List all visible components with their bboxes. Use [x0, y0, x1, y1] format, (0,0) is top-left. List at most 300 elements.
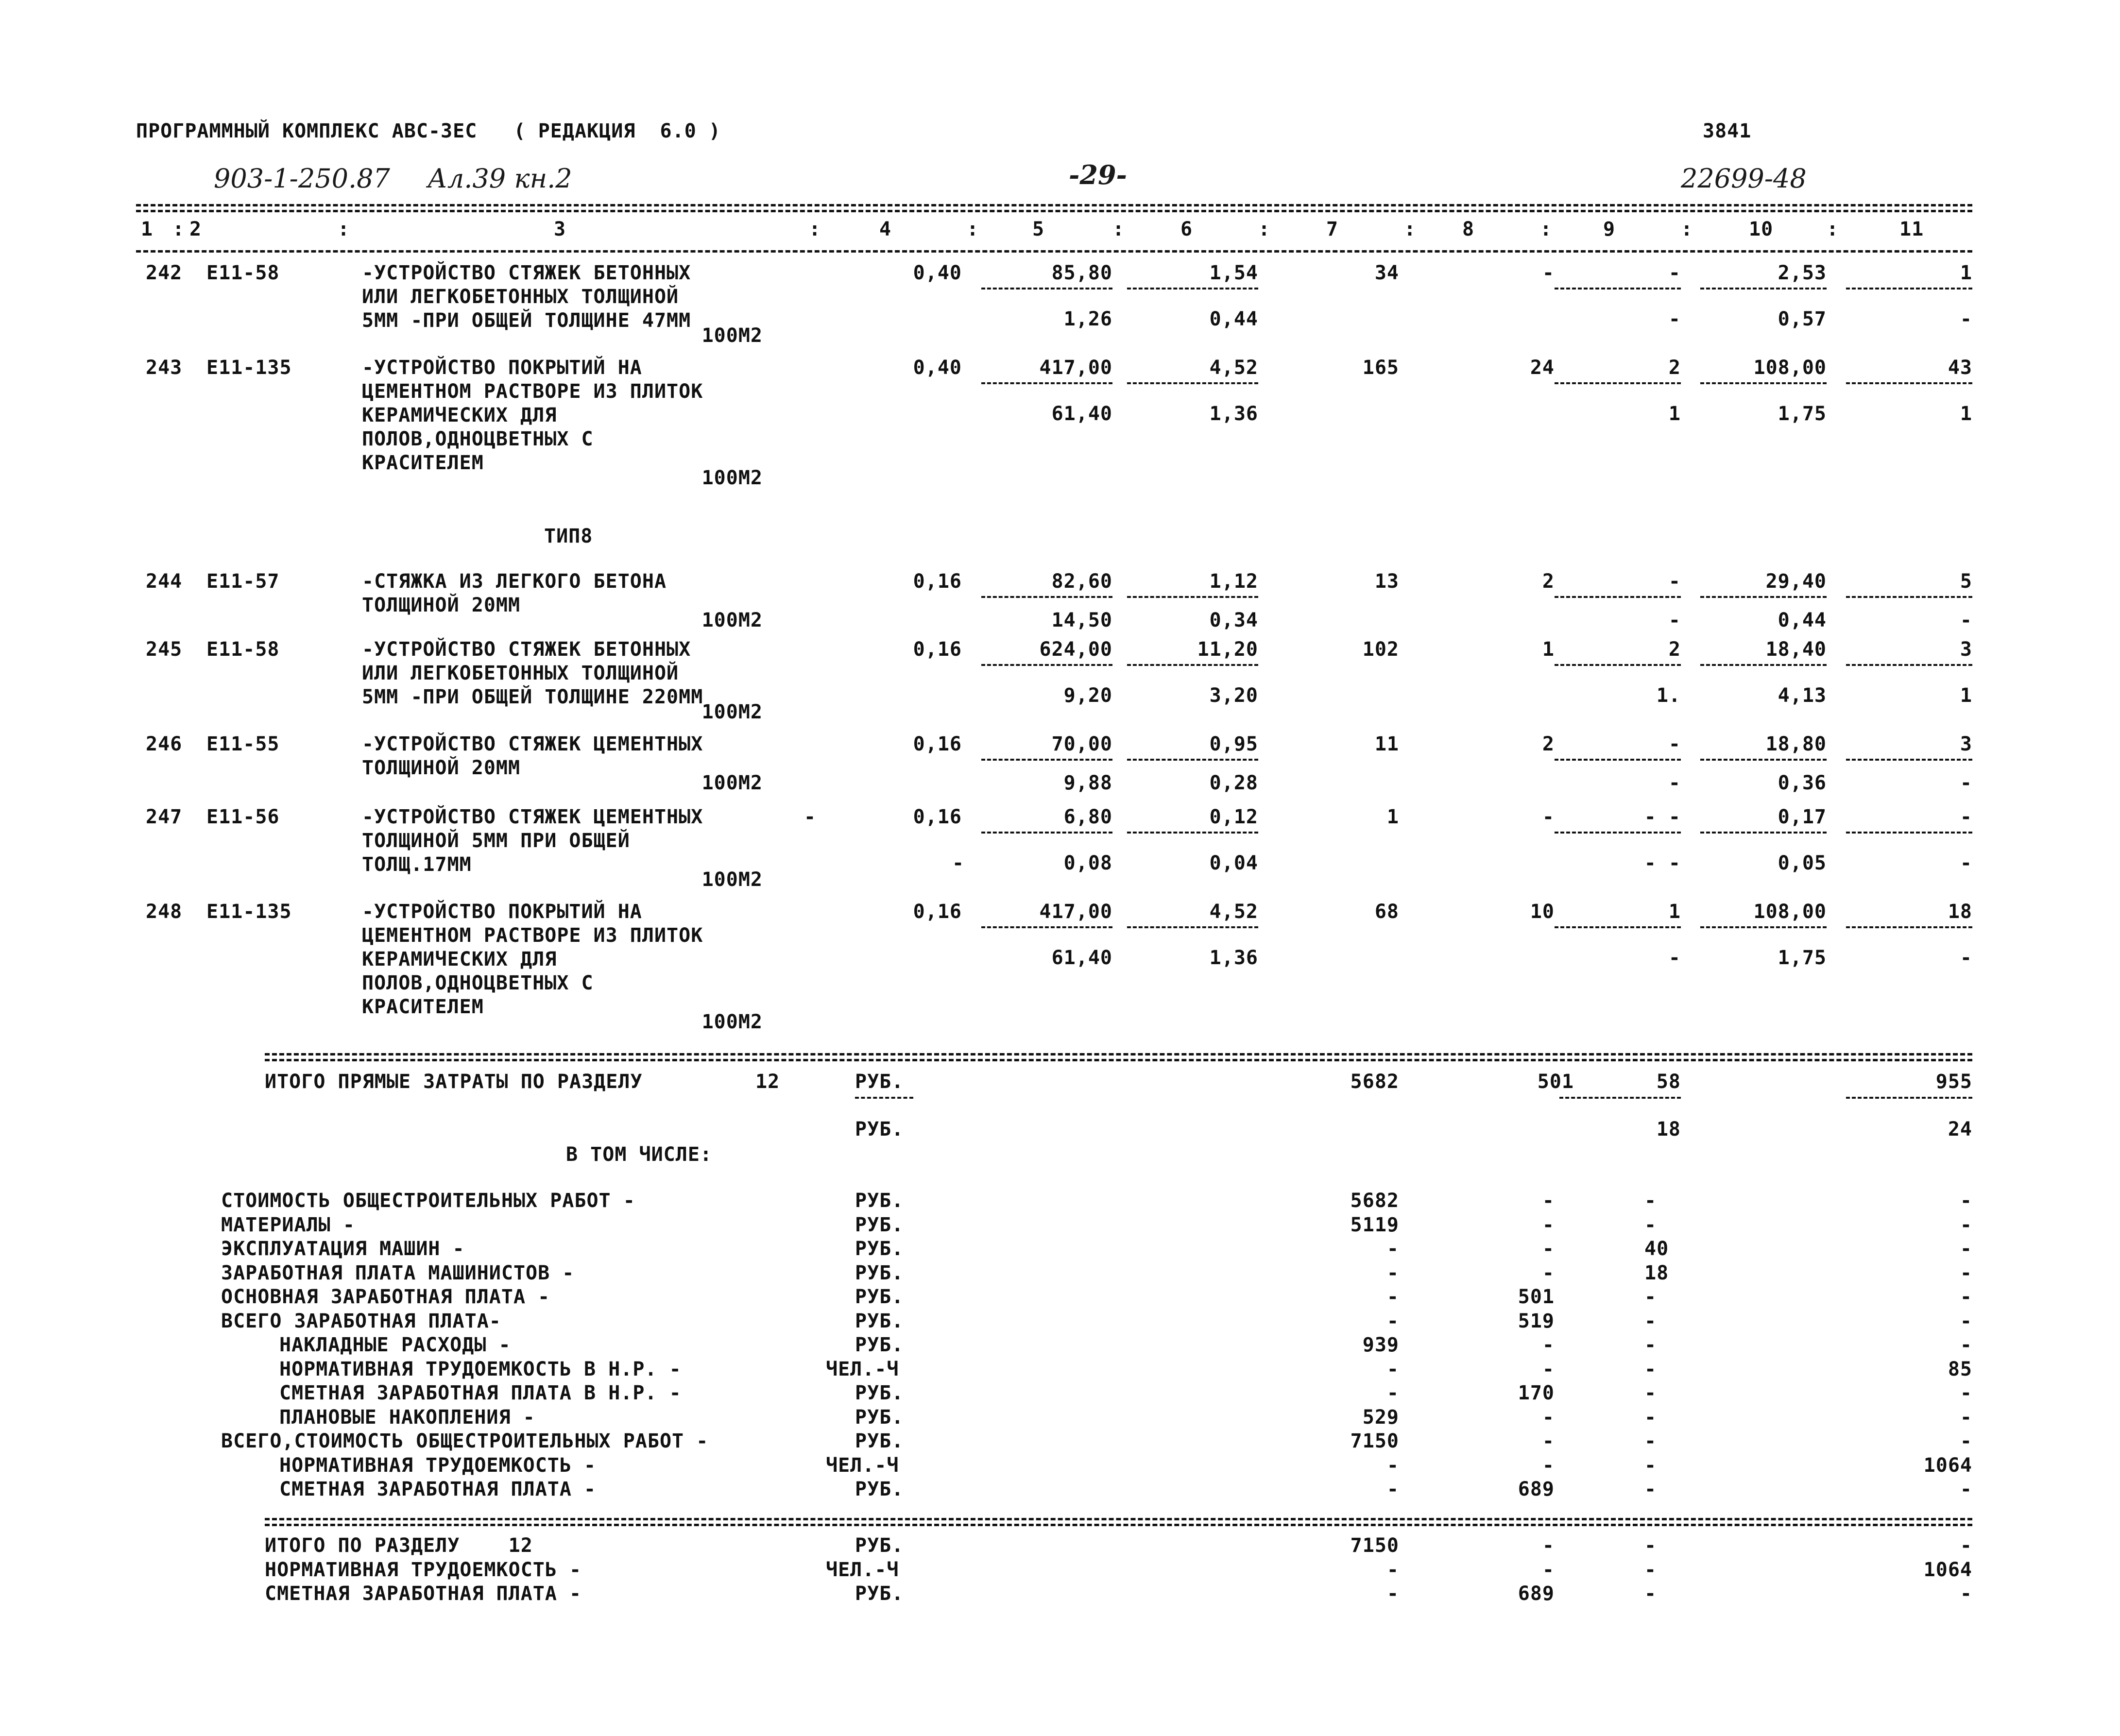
breakdown-2-c7: - [1386, 1238, 1399, 1260]
row-246-description: -УСТРОЙСТВО СТЯЖЕК ЦЕМЕНТНЫХ [362, 733, 703, 755]
row-245-c6: 11,20 [1197, 638, 1258, 661]
row-246-c10b: 0,36 [1778, 772, 1827, 794]
row-248-c10-rule [1700, 926, 1827, 928]
column-header-9: 9 [1603, 218, 1616, 240]
column-separator: : [1681, 218, 1693, 240]
c11-underline [1846, 1097, 1972, 1099]
divider-totals [265, 1053, 1972, 1055]
row-243-c6: 4,52 [1209, 357, 1258, 379]
final-2-c7: - [1386, 1583, 1399, 1605]
divider-header [136, 250, 1972, 253]
row-248-unit: 100М2 [701, 1011, 763, 1033]
row-243-c5b: 61,40 [1051, 403, 1112, 425]
breakdown-11-c9: - [1644, 1454, 1657, 1477]
c9-underline [1559, 1097, 1681, 1099]
row-246-c6b: 0,28 [1209, 772, 1258, 794]
column-header-11: 11 [1899, 218, 1924, 240]
row-243-description: -УСТРОЙСТВО ПОКРЫТИЙ НА [362, 357, 642, 379]
row-245-c9: 2 [1668, 638, 1681, 661]
direct-costs-c7: 5682 [1350, 1071, 1399, 1093]
row-245-c9-rule [1555, 664, 1681, 666]
final-2-c8: 689 [1518, 1583, 1555, 1605]
divider-final-2 [265, 1524, 1972, 1526]
column-header-5: 5 [1032, 218, 1045, 240]
row-248-code: Е11-135 [206, 901, 292, 923]
row-246-c5-rule [981, 759, 1112, 761]
row-248-c5b: 61,40 [1051, 947, 1112, 969]
breakdown-7-c7: - [1386, 1358, 1399, 1380]
breakdown-7-label: НОРМАТИВНАЯ ТРУДОЕМКОСТЬ В Н.Р. - [279, 1358, 682, 1380]
row-246-c5b: 9,88 [1063, 772, 1112, 794]
divider-final [265, 1518, 1972, 1520]
breakdown-3-c7: - [1386, 1261, 1399, 1284]
divider-top-2 [136, 210, 1972, 212]
breakdown-5-c8: 519 [1518, 1310, 1555, 1332]
row-245-c10-rule [1700, 664, 1827, 666]
breakdown-1-c9: - [1644, 1213, 1657, 1236]
breakdown-1-label: МАТЕРИАЛЫ - [221, 1213, 355, 1236]
divider-totals-2 [265, 1059, 1972, 1061]
breakdown-12-c8: 689 [1518, 1478, 1555, 1500]
row-247-c9b: - - [1644, 852, 1681, 874]
row-242-c5-rule [981, 288, 1112, 289]
row-242-c10-rule [1700, 288, 1827, 289]
row-246-c11-rule [1846, 759, 1972, 761]
row-248-number: 248 [146, 901, 183, 923]
row-244-unit: 100М2 [701, 609, 763, 631]
breakdown-11-label: НОРМАТИВНАЯ ТРУДОЕМКОСТЬ - [279, 1454, 597, 1477]
final-0-c9: - [1644, 1534, 1657, 1557]
breakdown-2-c11: - [1960, 1238, 1972, 1260]
row-242-c11: 1 [1960, 262, 1972, 284]
breakdown-11-c8: - [1542, 1454, 1555, 1477]
row-244-c6: 1,12 [1209, 570, 1258, 593]
row-243-c5: 417,00 [1039, 357, 1112, 379]
column-separator: : [1258, 218, 1271, 240]
row-242-c10b: 0,57 [1778, 308, 1827, 330]
final-1-c9: - [1644, 1558, 1657, 1581]
row-248-c9: 1 [1668, 901, 1681, 923]
row-245-c11b: 1 [1960, 684, 1972, 707]
breakdown-12-unit: РУБ. [855, 1478, 904, 1500]
row-247-c4b: - [952, 852, 965, 874]
row-247-c5: 6,80 [1063, 806, 1112, 828]
breakdown-8-c9: - [1644, 1382, 1657, 1404]
row-248-description: КРАСИТЕЛЕМ [362, 996, 484, 1018]
row-248-description: КЕРАМИЧЕСКИХ ДЛЯ [362, 948, 557, 970]
breakdown-6-c11: - [1960, 1334, 1972, 1356]
row-247-c7: 1 [1386, 806, 1399, 828]
row-244-c11: 5 [1960, 570, 1972, 593]
row-243-c9: 2 [1668, 357, 1681, 379]
breakdown-12-c11: - [1960, 1478, 1972, 1500]
breakdown-4-unit: РУБ. [855, 1286, 904, 1308]
row-243-code: Е11-135 [206, 357, 292, 379]
breakdown-2-label: ЭКСПЛУАТАЦИЯ МАШИН - [221, 1238, 465, 1260]
row-245-c11-rule [1846, 664, 1972, 666]
row-245-unit: 100М2 [701, 701, 763, 723]
row-244-c5-rule [981, 596, 1112, 598]
row-243-description: КЕРАМИЧЕСКИХ ДЛЯ [362, 404, 557, 426]
row-244-c11b: - [1960, 609, 1972, 631]
breakdown-10-c9: - [1644, 1430, 1657, 1452]
row-247-number: 247 [146, 806, 183, 828]
direct-costs-c11b: 24 [1948, 1118, 1972, 1140]
breakdown-10-unit: РУБ. [855, 1430, 904, 1452]
row-242-c9: - [1668, 262, 1681, 284]
row-248-c9b: - [1668, 947, 1681, 969]
breakdown-10-c11: - [1960, 1430, 1972, 1452]
row-245-c6-rule [1127, 664, 1258, 666]
row-247-c8: - [1542, 806, 1555, 828]
breakdown-12-c9: - [1644, 1478, 1657, 1500]
column-header-1: 1 [141, 218, 154, 240]
row-246-c8: 2 [1542, 733, 1555, 755]
row-247-c4: 0,16 [913, 806, 962, 828]
row-243-c11b: 1 [1960, 403, 1972, 425]
unit-underline [855, 1097, 913, 1099]
breakdown-1-c7: 5119 [1350, 1213, 1399, 1236]
row-245-code: Е11-58 [206, 638, 280, 661]
row-244-description: ТОЛЩИНОЙ 20ММ [362, 594, 521, 616]
row-243-c4: 0,40 [913, 357, 962, 379]
row-243-c6-rule [1127, 382, 1258, 384]
breakdown-6-c8: - [1542, 1334, 1555, 1356]
row-246-c5: 70,00 [1051, 733, 1112, 755]
column-header-10: 10 [1749, 218, 1774, 240]
breakdown-12-label: СМЕТНАЯ ЗАРАБОТНАЯ ПЛАТА - [279, 1478, 597, 1500]
row-245-c4: 0,16 [913, 638, 962, 661]
row-242-c6-rule [1127, 288, 1258, 289]
row-248-description: ПОЛОВ,ОДНОЦВЕТНЫХ С [362, 972, 594, 994]
row-244-c10b: 0,44 [1778, 609, 1827, 631]
breakdown-5-unit: РУБ. [855, 1310, 904, 1332]
row-245-c5-rule [981, 664, 1112, 666]
breakdown-1-c11: - [1960, 1213, 1972, 1236]
row-242-description: ИЛИ ЛЕГКОБЕТОННЫХ ТОЛЩИНОЙ [362, 286, 679, 308]
row-242-c11b: - [1960, 308, 1972, 330]
row-243-number: 243 [146, 357, 183, 379]
row-248-c4: 0,16 [913, 901, 962, 923]
breakdown-9-unit: РУБ. [855, 1406, 904, 1429]
direct-costs-c11: 955 [1935, 1071, 1972, 1093]
breakdown-10-c8: - [1542, 1430, 1555, 1452]
row-243-c9b: 1 [1668, 403, 1681, 425]
final-2-c9: - [1644, 1583, 1657, 1605]
row-244-c11-rule [1846, 596, 1972, 598]
breakdown-0-c9: - [1644, 1190, 1657, 1212]
breakdown-5-label: ВСЕГО ЗАРАБОТНАЯ ПЛАТА- [221, 1310, 501, 1332]
row-248-c11: 18 [1948, 901, 1972, 923]
row-242-c9b: - [1668, 308, 1681, 330]
breakdown-0-c7: 5682 [1350, 1190, 1399, 1212]
breakdown-8-c11: - [1960, 1382, 1972, 1404]
row-247-code: Е11-56 [206, 806, 280, 828]
breakdown-6-unit: РУБ. [855, 1334, 904, 1356]
document-code: 22699-48 [1681, 163, 1807, 194]
row-248-c5: 417,00 [1039, 901, 1112, 923]
breakdown-0-c8: - [1542, 1190, 1555, 1212]
row-246-unit: 100М2 [701, 772, 763, 794]
row-247-c6b: 0,04 [1209, 852, 1258, 874]
row-245-c9b: 1. [1656, 684, 1681, 707]
breakdown-10-c7: 7150 [1350, 1430, 1399, 1452]
breakdown-8-unit: РУБ. [855, 1382, 904, 1404]
row-245-description: ИЛИ ЛЕГКОБЕТОННЫХ ТОЛЩИНОЙ [362, 662, 679, 684]
row-247-unit: 100М2 [701, 868, 763, 891]
final-2-label: СМЕТНАЯ ЗАРАБОТНАЯ ПЛАТА - [265, 1583, 582, 1605]
row-243-c10b: 1,75 [1778, 403, 1827, 425]
row-244-c7: 13 [1374, 570, 1399, 593]
breakdown-7-c8: - [1542, 1358, 1555, 1380]
breakdown-8-c7: - [1386, 1382, 1399, 1404]
row-244-c8: 2 [1542, 570, 1555, 593]
breakdown-1-unit: РУБ. [855, 1213, 904, 1236]
direct-costs-c8: 501 [1537, 1071, 1574, 1093]
album-reference: Ал.39 кн.2 [427, 163, 572, 194]
column-separator: : [1827, 218, 1839, 240]
row-242-c7: 34 [1374, 262, 1399, 284]
row-242-number: 242 [146, 262, 183, 284]
final-0-unit: РУБ. [855, 1534, 904, 1557]
final-0-label: ИТОГО ПО РАЗДЕЛУ 12 [265, 1534, 533, 1557]
row-245-c6b: 3,20 [1209, 684, 1258, 707]
row-244-c10-rule [1700, 596, 1827, 598]
row-247-c11-rule [1846, 832, 1972, 834]
row-244-c6-rule [1127, 596, 1258, 598]
final-1-c11: 1064 [1923, 1558, 1972, 1581]
column-separator: : [809, 218, 821, 240]
row-243-c10: 108,00 [1753, 357, 1827, 379]
breakdown-4-c11: - [1960, 1286, 1972, 1308]
row-247-mark: - [804, 806, 817, 828]
type-label: ТИП8 [544, 525, 593, 547]
row-247-c5b: 0,08 [1063, 852, 1112, 874]
final-1-unit: ЧЕЛ.-Ч [826, 1558, 899, 1581]
row-243-c5-rule [981, 382, 1112, 384]
row-246-c11b: - [1960, 772, 1972, 794]
direct-costs-c9b: 18 [1656, 1118, 1681, 1140]
column-header-4: 4 [879, 218, 892, 240]
column-separator: : [967, 218, 979, 240]
breakdown-9-c9: - [1644, 1406, 1657, 1429]
row-248-c6-rule [1127, 926, 1258, 928]
column-separator: : [1112, 218, 1125, 240]
row-245-c11: 3 [1960, 638, 1972, 661]
column-header-3: 3 [554, 218, 566, 240]
final-0-c7: 7150 [1350, 1534, 1399, 1557]
row-242-c6: 1,54 [1209, 262, 1258, 284]
row-248-c8: 10 [1530, 901, 1555, 923]
sheet-number: -29- [1069, 159, 1127, 190]
row-244-c9-rule [1555, 596, 1681, 598]
row-242-c5: 85,80 [1051, 262, 1112, 284]
row-242-c9-rule [1555, 288, 1681, 289]
breakdown-0-c11: - [1960, 1190, 1972, 1212]
row-245-description: 5ММ -ПРИ ОБЩЕЙ ТОЛЩИНЕ 220ММ [362, 686, 703, 708]
row-245-c7: 102 [1362, 638, 1399, 661]
program-title: ПРОГРАММНЫЙ КОМПЛЕКС АВС-ЗЕС ( РЕДАКЦИЯ 6.0 ) [136, 120, 721, 142]
breakdown-4-c8: 501 [1518, 1286, 1555, 1308]
breakdown-2-unit: РУБ. [855, 1238, 904, 1260]
including-label: В ТОМ ЧИСЛЕ: [566, 1143, 712, 1166]
breakdown-8-label: СМЕТНАЯ ЗАРАБОТНАЯ ПЛАТА В Н.Р. - [279, 1382, 682, 1404]
row-243-c6b: 1,36 [1209, 403, 1258, 425]
divider-top [136, 204, 1972, 206]
breakdown-5-c9: - [1644, 1310, 1657, 1332]
row-243-description: ПОЛОВ,ОДНОЦВЕТНЫХ С [362, 428, 594, 450]
section-number: 12 [755, 1071, 780, 1093]
row-244-c5: 82,60 [1051, 570, 1112, 593]
row-245-description: -УСТРОЙСТВО СТЯЖЕК БЕТОННЫХ [362, 638, 691, 661]
row-247-description: ТОЛЩ.17ММ [362, 853, 472, 876]
row-248-c10: 108,00 [1753, 901, 1827, 923]
final-2-c11: - [1960, 1583, 1972, 1605]
final-0-c11: - [1960, 1534, 1972, 1557]
row-242-code: Е11-58 [206, 262, 280, 284]
column-separator: : [1404, 218, 1417, 240]
row-242-c11-rule [1846, 288, 1972, 289]
row-246-c6: 0,95 [1209, 733, 1258, 755]
breakdown-3-c8: - [1542, 1261, 1555, 1284]
breakdown-3-c11: - [1960, 1261, 1972, 1284]
row-248-c9-rule [1555, 926, 1681, 928]
breakdown-6-label: НАКЛАДНЫЕ РАСХОДЫ - [279, 1334, 511, 1356]
row-242-c8: - [1542, 262, 1555, 284]
breakdown-10-label: ВСЕГО,СТОИМОСТЬ ОБЩЕСТРОИТЕЛЬНЫХ РАБОТ - [221, 1430, 709, 1452]
breakdown-6-c9: - [1644, 1334, 1657, 1356]
column-header-7: 7 [1326, 218, 1339, 240]
breakdown-4-label: ОСНОВНАЯ ЗАРАБОТНАЯ ПЛАТА - [221, 1286, 550, 1308]
breakdown-0-unit: РУБ. [855, 1190, 904, 1212]
row-246-c10-rule [1700, 759, 1827, 761]
column-header-6: 6 [1180, 218, 1193, 240]
row-244-c4: 0,16 [913, 570, 962, 593]
breakdown-9-c8: - [1542, 1406, 1555, 1429]
breakdown-7-c9: - [1644, 1358, 1657, 1380]
breakdown-11-c7: - [1386, 1454, 1399, 1477]
row-246-c9-rule [1555, 759, 1681, 761]
row-244-c9: - [1668, 570, 1681, 593]
row-243-c10-rule [1700, 382, 1827, 384]
row-243-c9-rule [1555, 382, 1681, 384]
row-245-c5: 624,00 [1039, 638, 1112, 661]
row-243-unit: 100М2 [701, 467, 763, 489]
row-245-c10b: 4,13 [1778, 684, 1827, 707]
final-0-c8: - [1542, 1534, 1555, 1557]
breakdown-9-label: ПЛАНОВЫЕ НАКОПЛЕНИЯ - [279, 1406, 535, 1429]
breakdown-0-label: СТОИМОСТЬ ОБЩЕСТРОИТЕЛЬНЫХ РАБОТ - [221, 1190, 635, 1212]
direct-costs-unit: РУБ. [855, 1071, 904, 1093]
row-244-number: 244 [146, 570, 183, 593]
row-242-description: 5ММ -ПРИ ОБЩЕЙ ТОЛЩИНЕ 47ММ [362, 309, 691, 332]
row-246-c4: 0,16 [913, 733, 962, 755]
row-243-c7: 165 [1362, 357, 1399, 379]
row-245-c5b: 9,20 [1063, 684, 1112, 707]
row-244-c6b: 0,34 [1209, 609, 1258, 631]
breakdown-2-c9: 40 [1644, 1238, 1669, 1260]
row-246-c9: - [1668, 733, 1681, 755]
row-248-c7: 68 [1374, 901, 1399, 923]
row-242-c5b: 1,26 [1063, 308, 1112, 330]
direct-costs-c9: 58 [1656, 1071, 1681, 1093]
row-244-code: Е11-57 [206, 570, 280, 593]
breakdown-1-c8: - [1542, 1213, 1555, 1236]
breakdown-9-c11: - [1960, 1406, 1972, 1429]
row-248-description: -УСТРОЙСТВО ПОКРЫТИЙ НА [362, 901, 642, 923]
breakdown-11-c11: 1064 [1923, 1454, 1972, 1477]
row-245-number: 245 [146, 638, 183, 661]
breakdown-4-c9: - [1644, 1286, 1657, 1308]
row-243-c11: 43 [1948, 357, 1972, 379]
row-242-c6b: 0,44 [1209, 308, 1258, 330]
row-247-description: -УСТРОЙСТВО СТЯЖЕК ЦЕМЕНТНЫХ [362, 806, 703, 828]
breakdown-2-c8: - [1542, 1238, 1555, 1260]
breakdown-12-c7: - [1386, 1478, 1399, 1500]
breakdown-5-c11: - [1960, 1310, 1972, 1332]
page-number: 3841 [1703, 120, 1752, 142]
row-247-c10-rule [1700, 832, 1827, 834]
breakdown-8-c8: 170 [1518, 1382, 1555, 1404]
row-247-c9: - - [1644, 806, 1681, 828]
project-number: 903-1-250.87 [214, 163, 390, 194]
row-245-c10: 18,40 [1765, 638, 1827, 661]
row-245-c8: 1 [1542, 638, 1555, 661]
final-1-c8: - [1542, 1558, 1555, 1581]
row-247-c11: - [1960, 806, 1972, 828]
row-246-c11: 3 [1960, 733, 1972, 755]
row-243-c11-rule [1846, 382, 1972, 384]
breakdown-6-c7: 939 [1362, 1334, 1399, 1356]
row-246-number: 246 [146, 733, 183, 755]
breakdown-5-c7: - [1386, 1310, 1399, 1332]
breakdown-3-label: ЗАРАБОТНАЯ ПЛАТА МАШИНИСТОВ - [221, 1261, 575, 1284]
row-246-c6-rule [1127, 759, 1258, 761]
final-1-c7: - [1386, 1558, 1399, 1581]
row-244-c5b: 14,50 [1051, 609, 1112, 631]
row-243-c8: 24 [1530, 357, 1555, 379]
row-248-c10b: 1,75 [1778, 947, 1827, 969]
row-246-c7: 11 [1374, 733, 1399, 755]
breakdown-9-c7: 529 [1362, 1406, 1399, 1429]
row-243-description: ЦЕМЕНТНОМ РАСТВОРЕ ИЗ ПЛИТОК [362, 380, 703, 403]
row-244-description: -СТЯЖКА ИЗ ЛЕГКОГО БЕТОНА [362, 570, 667, 593]
breakdown-7-unit: ЧЕЛ.-Ч [826, 1358, 899, 1380]
column-separator: : [338, 218, 350, 240]
row-248-description: ЦЕМЕНТНОМ РАСТВОРЕ ИЗ ПЛИТОК [362, 924, 703, 947]
row-248-c6b: 1,36 [1209, 947, 1258, 969]
row-242-description: -УСТРОЙСТВО СТЯЖЕК БЕТОННЫХ [362, 262, 691, 284]
row-243-description: КРАСИТЕЛЕМ [362, 452, 484, 474]
row-247-c6: 0,12 [1209, 806, 1258, 828]
final-1-label: НОРМАТИВНАЯ ТРУДОЕМКОСТЬ - [265, 1558, 582, 1581]
row-248-c5-rule [981, 926, 1112, 928]
row-247-c11b: - [1960, 852, 1972, 874]
direct-costs-label: ИТОГО ПРЯМЫЕ ЗАТРАТЫ ПО РАЗДЕЛУ [265, 1071, 643, 1093]
row-242-c10: 2,53 [1778, 262, 1827, 284]
row-242-unit: 100М2 [701, 324, 763, 347]
row-247-description: ТОЛЩИНОЙ 5ММ ПРИ ОБЩЕЙ [362, 830, 630, 852]
direct-costs-unit-2: РУБ. [855, 1118, 904, 1140]
breakdown-3-unit: РУБ. [855, 1261, 904, 1284]
row-248-c11b: - [1960, 947, 1972, 969]
row-247-c9-rule [1555, 832, 1681, 834]
row-247-c6-rule [1127, 832, 1258, 834]
breakdown-7-c11: 85 [1948, 1358, 1972, 1380]
row-246-c9b: - [1668, 772, 1681, 794]
breakdown-11-unit: ЧЕЛ.-Ч [826, 1454, 899, 1477]
final-2-unit: РУБ. [855, 1583, 904, 1605]
